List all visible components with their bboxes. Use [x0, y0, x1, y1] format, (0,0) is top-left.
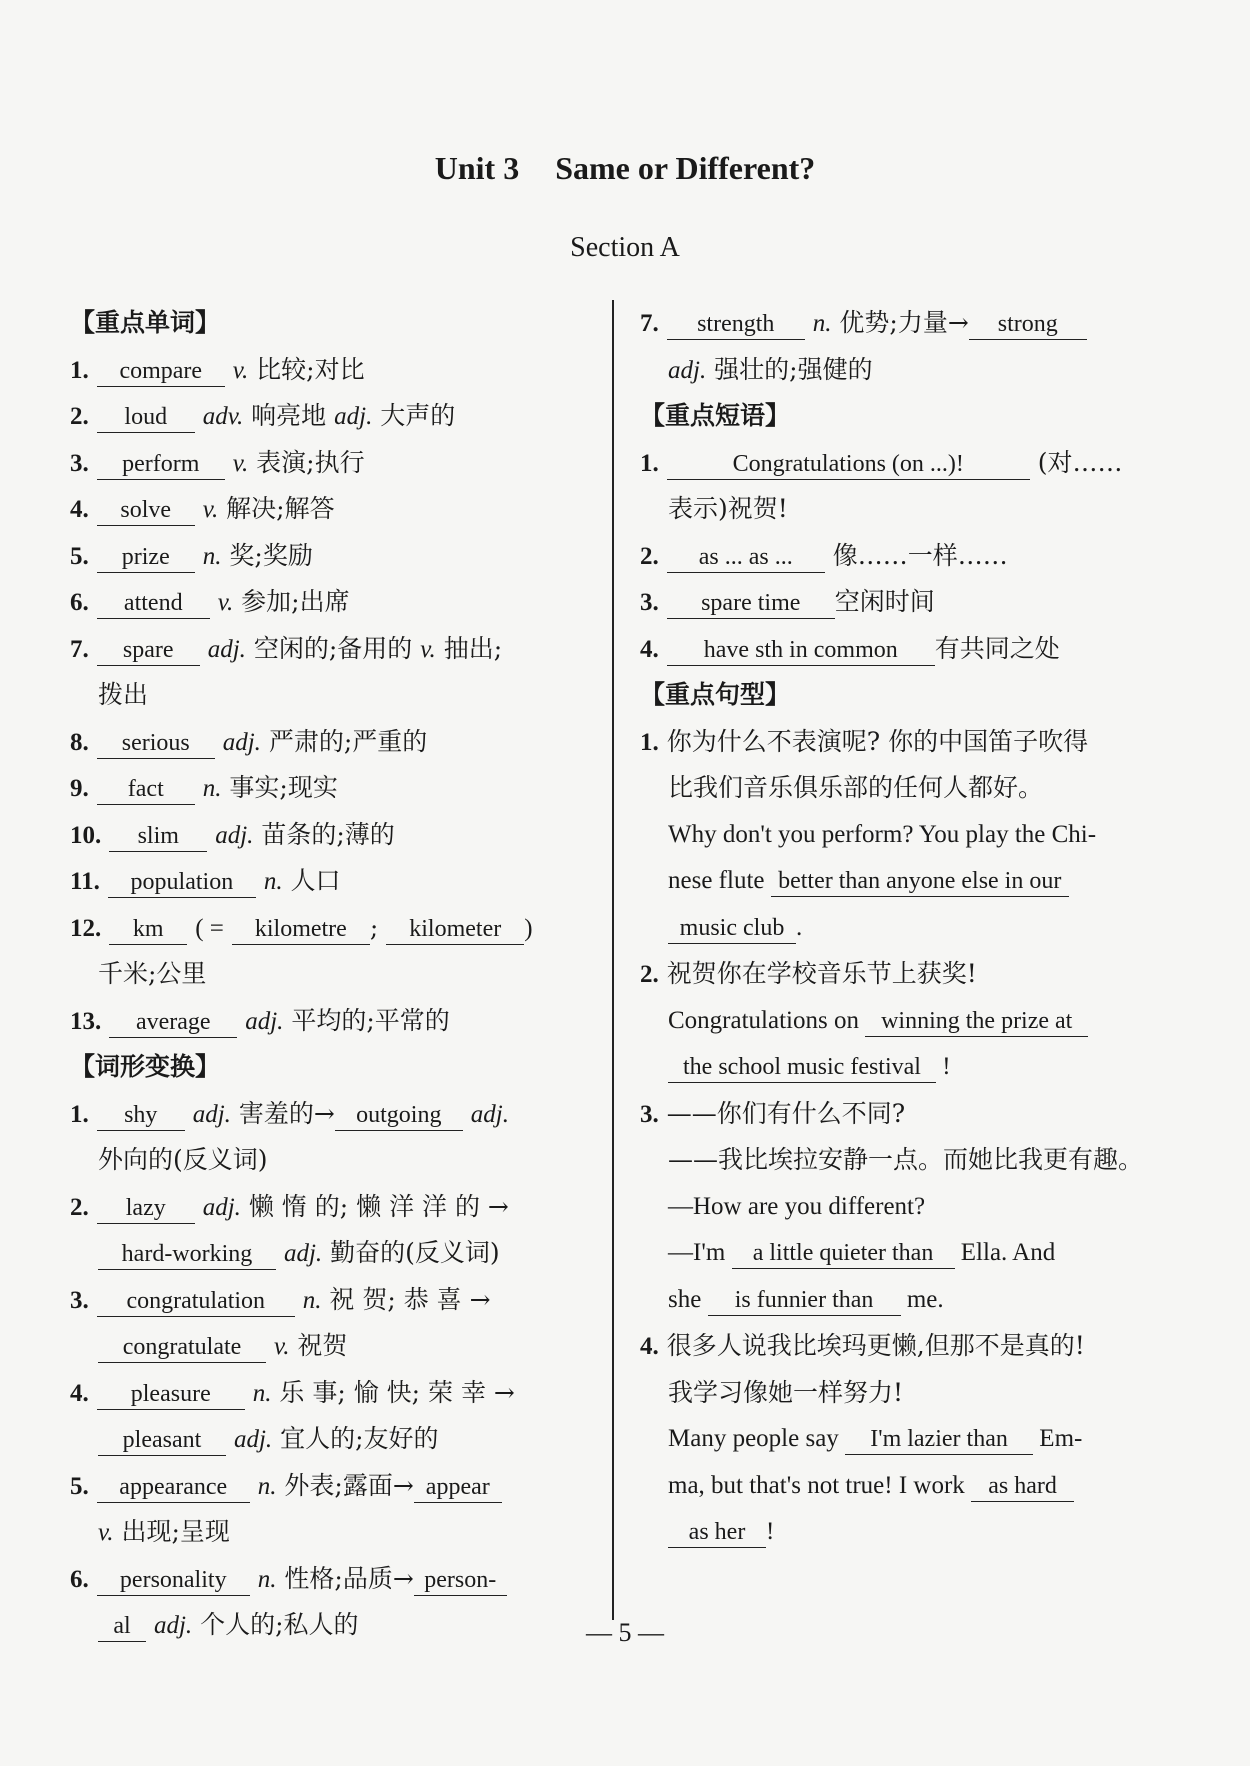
- sentence-answer: nese flute better than anyone else in our: [640, 858, 1160, 905]
- word-item: 4. solve v. 解决;解答: [70, 486, 590, 533]
- word-item-continued: 千米;公里: [98, 959, 207, 988]
- sentence-answer: Why don't you perform? You play the Chi-: [668, 820, 1097, 848]
- sentence-answer: as her !: [640, 1509, 1160, 1556]
- word-item-continued: adj. 强壮的;强健的: [668, 354, 873, 384]
- phrase-item: 4. have sth in common 有共同之处: [640, 626, 1160, 673]
- section-title: Section A: [570, 232, 680, 263]
- form-item: 4. pleasure n. 乐 事; 愉 快; 荣 幸 →: [70, 1370, 590, 1417]
- sentence-answer: ma, but that's not true! I work as hard: [640, 1463, 1160, 1510]
- sentence-answer: the school music festival !: [640, 1044, 1160, 1091]
- heading-key-sentences: 【重点句型】: [640, 680, 791, 709]
- word-item: 10. slim adj. 苗条的;薄的: [70, 812, 590, 859]
- form-item: 3. congratulation n. 祝 贺; 恭 喜 →: [70, 1277, 590, 1324]
- form-item: 5. appearance n. 外表;露面→ appear: [70, 1463, 590, 1510]
- phrase-item: 2. as ... as ... 像……一样……: [640, 533, 1160, 580]
- sentence-prompt-continued: ——我比埃拉安静一点。而她比我更有趣。: [668, 1145, 1144, 1174]
- form-item-continued: hard-working adj. 勤奋的(反义词): [70, 1230, 590, 1277]
- phrase-item: 3. spare time 空闲时间: [640, 579, 1160, 626]
- sentence-answer: music club .: [640, 905, 1160, 952]
- word-item: 13. average adj. 平均的;平常的: [70, 998, 590, 1045]
- form-item: 1. shy adj. 害羞的→ outgoing adj.: [70, 1091, 590, 1138]
- phrase-item: 1. Congratulations (on ...)! (对……: [640, 440, 1160, 487]
- sentence-prompt: 4. 很多人说我比埃玛更懒,但那不是真的!: [640, 1331, 1085, 1360]
- sentence-prompt: 2. 祝贺你在学校音乐节上获奖!: [640, 959, 977, 988]
- sentence-prompt-continued: 比我们音乐俱乐部的任何人都好。: [668, 773, 1044, 802]
- form-item-continued: 外向的(反义词): [98, 1145, 268, 1174]
- left-column: [70, 300, 590, 1649]
- form-item-continued: v. 出现;呈现: [98, 1517, 230, 1546]
- word-item: 9. fact n. 事实;现实: [70, 765, 590, 812]
- word-item: 11. population n. 人口: [70, 858, 590, 905]
- sentence-prompt: 3. ——你们有什么不同?: [640, 1098, 906, 1128]
- sentence-prompt: 1. 你为什么不表演呢? 你的中国笛子吹得: [640, 726, 1089, 756]
- form-item-continued: al adj. 个人的;私人的: [70, 1602, 590, 1649]
- sentence-answer: Many people say I'm lazier than Em-: [640, 1416, 1160, 1463]
- word-item: 3. perform v. 表演;执行: [70, 440, 590, 487]
- word-item: 2. loud adv. 响亮地 adj. 大声的: [70, 393, 590, 440]
- sentence-answer: —How are you different?: [668, 1192, 926, 1220]
- column-divider: [612, 300, 614, 1620]
- word-item: 5. prize n. 奖;奖励: [70, 533, 590, 580]
- sentence-prompt-continued: 我学习像她一样努力!: [668, 1377, 904, 1407]
- word-item: 8. serious adj. 严肃的;严重的: [70, 719, 590, 766]
- word-item: 1. compare v. 比较;对比: [70, 347, 590, 394]
- phrase-item-continued: 表示)祝贺!: [668, 494, 788, 523]
- sentence-answer: she is funnier than me.: [640, 1277, 1160, 1324]
- word-item: 7. strength n. 优势;力量→ strong: [640, 300, 1160, 347]
- word-item: 7. spare adj. 空闲的;备用的 v. 抽出;: [70, 626, 590, 673]
- page-number: — 5 —: [586, 1618, 664, 1647]
- unit-title: Unit 3 Same or Different?: [434, 150, 816, 186]
- heading-word-forms: 【词形变换】: [70, 1052, 221, 1081]
- word-item-continued: 拨出: [98, 680, 149, 709]
- form-item: 6. personality n. 性格;品质→ person-: [70, 1556, 590, 1603]
- right-column: [640, 300, 1160, 1556]
- sentence-answer: —I'm a little quieter than Ella. And: [640, 1230, 1160, 1277]
- form-item-continued: pleasant adj. 宜人的;友好的: [70, 1416, 590, 1463]
- heading-key-words: 【重点单词】: [70, 308, 221, 337]
- word-item-km: 12. km ( = kilometre ; kilometer ): [70, 905, 590, 952]
- sentence-answer: Congratulations on winning the prize at: [640, 998, 1160, 1045]
- heading-key-phrases: 【重点短语】: [640, 401, 791, 430]
- form-item: 2. lazy adj. 懒 惰 的; 懒 洋 洋 的 →: [70, 1184, 590, 1231]
- form-item-continued: congratulate v. 祝贺: [70, 1323, 590, 1370]
- word-item: 6. attend v. 参加;出席: [70, 579, 590, 626]
